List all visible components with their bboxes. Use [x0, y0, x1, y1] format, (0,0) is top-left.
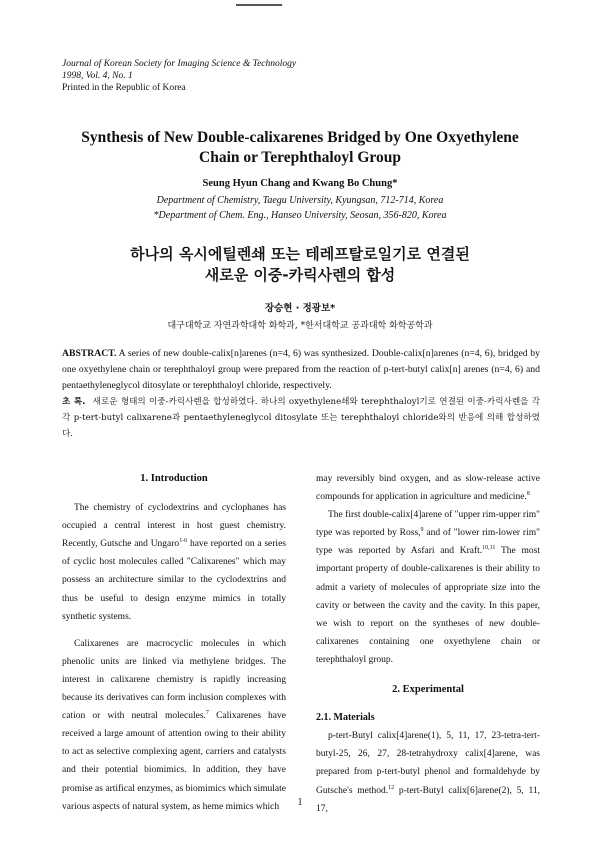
abstract [62, 346, 540, 394]
authors: Seung Hyun Chang and Kwang Bo Chung* [202, 178, 398, 189]
abstract-label: ABSTRACT. [62, 348, 117, 359]
materials-paragraph: p-tert-Butyl calix[4]arene(1), 5, 11, 17, 23-tetra-tert-butyl-25, 26, 27, 28-tetrahydroxy calix[4]arene, was prepared from p-tert-butyl phenol and formaldehyde by Gutsche's method.$^{12}$ p-tert-Butyl calix[6]arene(2), 5, 11, 17, [316, 731, 540, 814]
left-column [62, 470, 286, 816]
paper-title [60, 128, 540, 168]
abstract-text: A series of new double-calix[n]arenes (n=4, 6) was synthesized. Double-calix[n]arenes (n=4, 6), bridged by one oxyethylene chain or terephthaloyl group were prepared from the reaction of p-tert-butyl calix[n] arenes (n=4, 6) and pentaethyleneglycol ditosylate or terephthaloyl chloride, respectively. [62, 348, 540, 391]
title-line-1: Synthesis of New Double-calixarenes Bridged by One Oxyethylene [81, 129, 519, 146]
journal-header [62, 58, 296, 94]
korean-affiliation: 대구대학교 자연과학대학 화학과, *한서대학교 공과대학 화학공학과 [167, 321, 433, 331]
korean-abstract-label: 초 록. [62, 397, 86, 407]
intro-paragraph-1: The chemistry of cyclodextrins and cyclophanes has occupied a central interest in host guest chemistry. Recently, Gutsche and Ungaro$^{1-6}$ have reported on a series of cyclic host molecules called "Calixarenes" which may possess an architecture similar to the cyclodextrins and thus be useful to design enzyme mimics in totally synthetic systems. [62, 503, 286, 622]
experimental-heading: 2. Experimental [392, 684, 464, 696]
korean-abstract-text: 새로운 형태의 이중-카릭사렌을 합성하였다. 하나의 oxyethylene쇄와 terephthaloyl기로 연결된 이중-카릭사렌을 각각 p-tert-butyl calixarene과 pentaethyleneglycol ditosylate 또는 terephthaloyl chloride와의 반응에 의해 합성하였다. [62, 397, 540, 439]
right-column [316, 470, 540, 818]
materials-subheading: 2.1. Materials [316, 712, 375, 724]
journal-name: Journal of Korean Society for Imaging Science & Technology [62, 59, 297, 69]
journal-printed: Printed in the Republic of Korea [62, 83, 186, 93]
scan-artifact-mark [236, 4, 282, 6]
korean-abstract [62, 394, 540, 442]
page-number: 1 [297, 797, 303, 808]
affiliation-2: *Department of Chem. Eng., Hanseo University, Seosan, 356-820, Korea [153, 210, 447, 221]
journal-volume: 1998, Vol. 4, No. 1 [62, 71, 133, 81]
korean-title [60, 244, 540, 286]
intro-heading: 1. Introduction [140, 473, 208, 484]
intro-paragraph-2: Calixarenes are macrocyclic molecules in which phenolic units are linked via methylene bridges. The interest in calixarene chemistry is rapidly increasing because its derivatives can form inclusion complexes with cation or with neutral molecules.$^7$ Calixarenes have received a large amount of attention owing to their ability to act as selective complexing agent, carriers and catalysts and their potential biomimics. In addition, they have promise as artifical enzymes, as biomimics which simulate various aspects of natural system, as heme mimics which [62, 638, 286, 812]
intro-paragraph-4: The first double-calix[4]arene of "upper rim-upper rim" type was reported by Ross,$^9$ and of "lower rim-lower rim" type was reported by Asfari and Kraft.$^{10,11}$ The most important property of double-calixarenes is their ability to admit a variety of molecules of appropriate size into the cavity or between the cavity and the cavity. In this paper, we wish to report on the syntheses of new double-calixarenes containing one oxyethylene chain or terephthaloyl group. [316, 510, 540, 665]
affiliation-1: Department of Chemistry, Taegu University, Kyungsan, 712-714, Korea [156, 195, 444, 206]
korean-title-line-1: 하나의 옥시에틸렌쇄 또는 테레프탈로일기로 연결된 [130, 245, 470, 263]
intro-paragraph-3: may reversibly bind oxygen, and as slow-release active compounds for application in agriculture and medicine.$^8$ [316, 474, 540, 503]
title-line-2: Chain or Terephthaloyl Group [199, 149, 401, 166]
korean-title-line-2: 새로운 이중-카릭사렌의 합성 [204, 266, 396, 284]
korean-authors: 장승현 · 정광보* [264, 303, 336, 314]
